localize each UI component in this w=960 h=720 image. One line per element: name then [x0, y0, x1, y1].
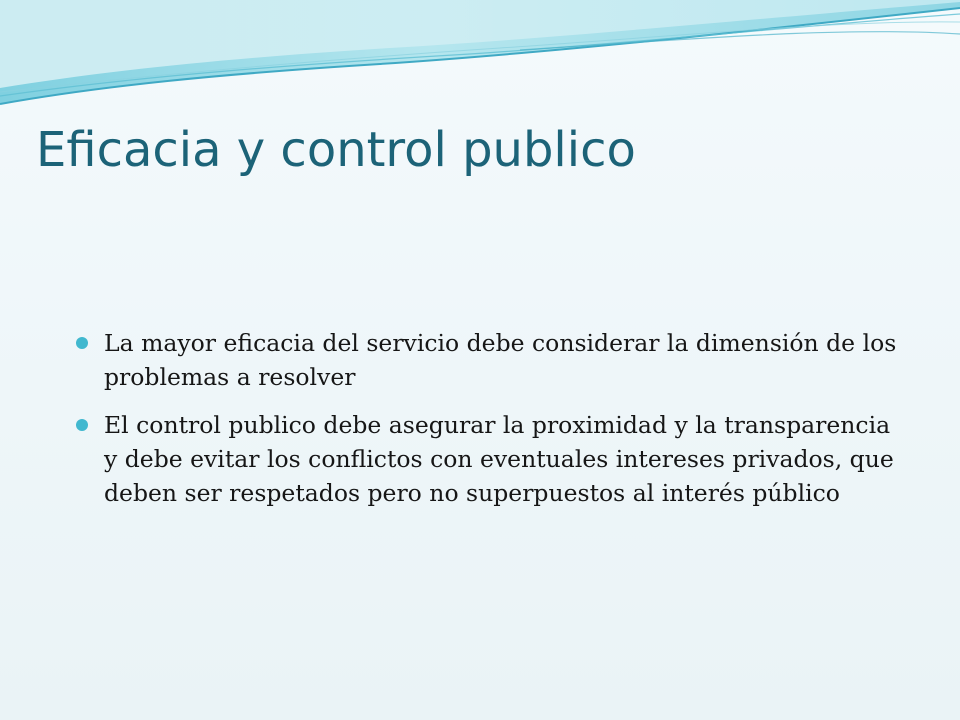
slide-title: Eficacia y control publico — [36, 122, 636, 178]
bullet-item — [74, 408, 904, 510]
bullet-item — [74, 326, 904, 394]
bullet-text: El control publico debe asegurar la proximidad y la transparencia y debe evitar los conflictos con eventuales intereses privados, que deben ser respetados pero no superpuestos al interés público — [104, 411, 894, 507]
bullet-dot-icon — [76, 337, 88, 349]
bullet-list — [74, 326, 904, 524]
bullet-dot-icon — [76, 419, 88, 431]
header-wave-decoration — [0, 0, 960, 120]
bullet-text: La mayor eficacia del servicio debe considerar la dimensión de los problemas a resolver — [104, 329, 897, 391]
